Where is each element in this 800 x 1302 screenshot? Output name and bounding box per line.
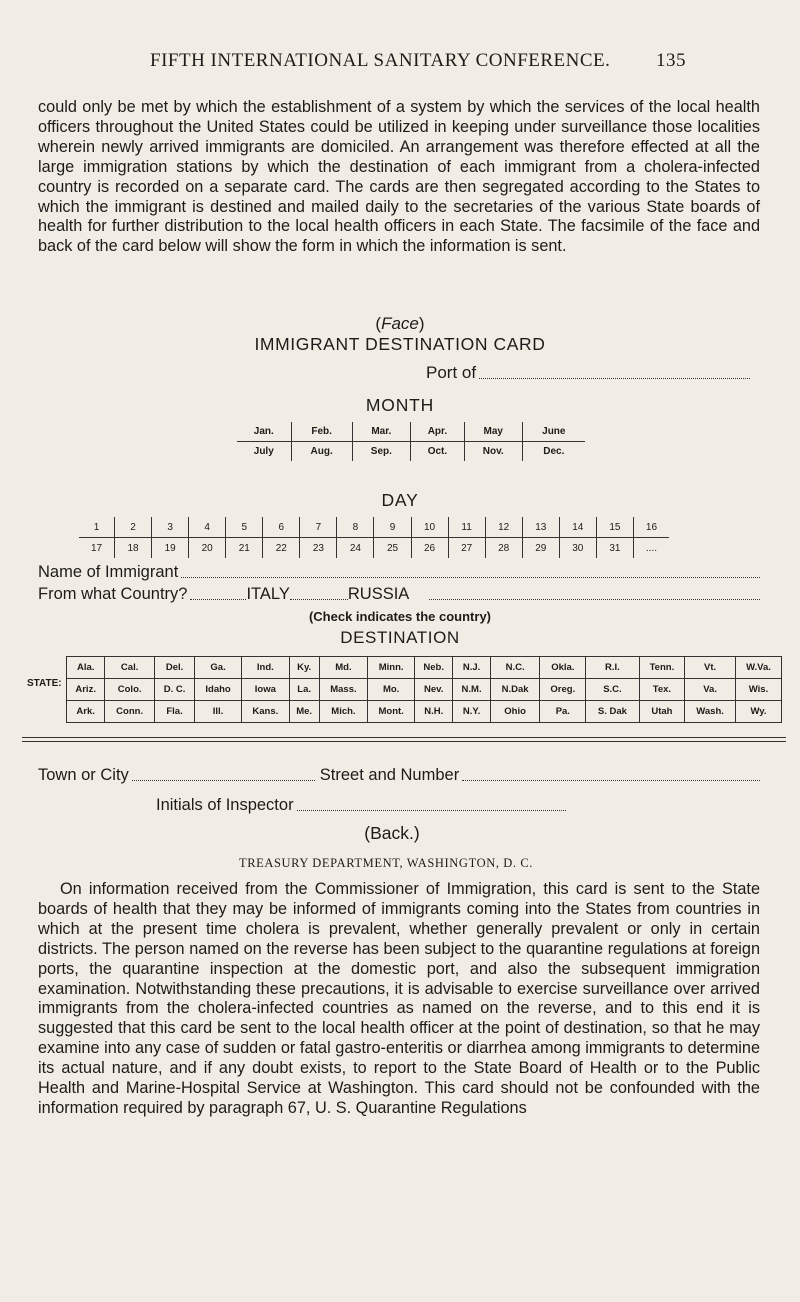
town-field: [132, 780, 315, 781]
grid-cell: Dec.: [543, 446, 565, 457]
grid-cell: 28: [485, 538, 522, 559]
grid-cell: 3: [152, 517, 189, 538]
grid-cell: N.H.: [415, 701, 453, 723]
grid-cell: July: [237, 442, 291, 462]
inspector-line: [156, 796, 566, 815]
country-russia: RUSSIA: [347, 585, 410, 603]
grid-cell: Oct.: [410, 442, 464, 462]
grid-cell: Mich.: [319, 701, 368, 723]
town-street-line: [38, 766, 760, 785]
grid-cell: Apr.: [410, 422, 464, 442]
check-note: (Check indicates the country): [308, 609, 492, 624]
grid-cell: 23: [300, 538, 337, 559]
grid-cell: Feb.: [291, 422, 352, 442]
face-label-open: (: [375, 314, 382, 333]
grid-cell: 20: [189, 538, 226, 559]
grid-cell: 5: [226, 517, 263, 538]
grid-cell: N.J.: [453, 657, 490, 679]
grid-cell: N.M.: [453, 679, 490, 701]
country-dots-3: [429, 599, 760, 600]
grid-cell: June: [522, 422, 585, 442]
grid-cell: 21: [226, 538, 263, 559]
grid-cell: 16: [633, 517, 669, 538]
grid-cell: 14: [559, 517, 596, 538]
grid-cell: Wash.: [685, 701, 736, 723]
grid-cell: 13: [522, 517, 559, 538]
grid-cell: 12: [485, 517, 522, 538]
port-line: [426, 363, 750, 383]
country-line: [38, 585, 760, 604]
grid-cell: Iowa: [241, 679, 289, 701]
treasury-line: TREASURY DEPARTMENT, WASHINGTON, D. C.: [238, 856, 534, 870]
state-label: STATE:: [27, 678, 62, 689]
grid-cell: 9: [374, 517, 411, 538]
grid-cell: Ill.: [195, 701, 242, 723]
grid-cell: ....: [645, 542, 658, 554]
grid-cell: Ark.: [67, 701, 105, 723]
port-label: Port of: [426, 363, 477, 382]
grid-cell: 22: [263, 538, 300, 559]
grid-cell: 27: [448, 538, 485, 559]
grid-cell: Mar.: [352, 422, 410, 442]
grid-cell: Pa.: [540, 701, 586, 723]
grid-cell: Vt.: [685, 657, 736, 679]
intro-paragraph: could only be met by which the establishment of a system by which the services of the local health officers throughout the United States could be utilized in keeping under surveillance those localities wherein newly arrived immigrants are domiciled. An arrangement was therefore effected at all the large immigration stations by which the destination of each immigrant from a cholera-infected country is recorded on a separate card. The cards are then segregated according to the States to which the immigrant is destined and mailed daily to the secretaries of the various State boards of health for further distribution to the local health officers in each State. The facsimile of the face and back of the card below will show the form in which the information is sent.: [38, 98, 760, 256]
immigrant-name-label: Name of Immigrant: [38, 563, 179, 581]
grid-cell: Me.: [289, 701, 319, 723]
card-title: IMMIGRANT DESTINATION CARD: [254, 334, 546, 354]
grid-row: [237, 442, 585, 462]
face-label-close: ): [418, 314, 425, 333]
grid-cell: Ariz.: [67, 679, 105, 701]
grid-cell: N.Dak: [490, 679, 540, 701]
country-italy: ITALY: [246, 585, 290, 603]
grid-cell: Minn.: [368, 657, 415, 679]
grid-cell: Fla.: [154, 701, 194, 723]
grid-cell: 4: [189, 517, 226, 538]
state-grid: [66, 656, 782, 723]
grid-row: [67, 701, 782, 723]
grid-cell: Nov.: [464, 442, 522, 462]
grid-cell: 1: [79, 517, 115, 538]
running-title: FIFTH INTERNATIONAL SANITARY CONFERENCE.: [150, 50, 611, 71]
grid-cell: Ga.: [195, 657, 242, 679]
day-heading: DAY: [381, 490, 419, 510]
grid-cell: 26: [411, 538, 448, 559]
grid-cell: Kans.: [241, 701, 289, 723]
port-field: [479, 363, 750, 379]
back-label: (Back.): [364, 823, 420, 843]
grid-cell: Va.: [685, 679, 736, 701]
day-grid: [79, 517, 669, 558]
country-dots-1: [190, 599, 246, 600]
street-field: [462, 780, 760, 781]
grid-cell: Ind.: [241, 657, 289, 679]
street-label: Street and Number: [319, 766, 460, 784]
grid-cell: Oreg.: [540, 679, 586, 701]
grid-row: [237, 422, 585, 442]
destination-heading: DESTINATION: [340, 628, 460, 647]
grid-cell: 7: [300, 517, 337, 538]
card-divider-bottom: [22, 741, 786, 742]
grid-cell: Md.: [319, 657, 368, 679]
grid-cell: Del.: [154, 657, 194, 679]
grid-cell: 31: [596, 538, 633, 559]
grid-cell: 25: [374, 538, 411, 559]
back-paragraph: On information received from the Commissioner of Immigration, this card is sent to the State boards of health that they may be informed of immigrants coming into the States from countries in which at the present time cholera is prevalent, whether generally prevalent or only in certain districts. The person named on the reverse has been subject to the quarantine regulations at foreign ports, the quarantine inspection at the domestic port, and also the subsequent immigration examination. Notwithstanding these precautions, it is advisable to exercise surveillance over arrived immigrants from the cholera-infected countries as named on the reverse, and to this end it is suggested that this card be sent to the local health officer at the point of destination, so that he may examine into any case of sudden or fatal gastro-enteritis or diarrhea among immigrants to determine its actual nature, and if any doubt exists, to report to the State Board of Health or to the Public Health and Marine-Hospital Service at Washington. This card should not be confounded with the information required by paragraph 67, U. S. Quarantine Regulations: [38, 880, 760, 1117]
grid-cell: 19: [152, 538, 189, 559]
grid-cell: Wy.: [736, 701, 782, 723]
grid-cell: Idaho: [195, 679, 242, 701]
grid-cell: La.: [289, 679, 319, 701]
grid-cell: 17: [79, 538, 115, 559]
town-label: Town or City: [38, 766, 129, 784]
grid-cell: Ohio: [490, 701, 540, 723]
grid-cell: Jan.: [237, 422, 291, 442]
month-grid: [237, 422, 585, 461]
grid-cell: D. C.: [154, 679, 194, 701]
grid-cell: Cal.: [105, 657, 155, 679]
grid-cell: Aug.: [291, 442, 352, 462]
immigrant-name-line: [38, 563, 760, 582]
grid-cell: 2: [115, 517, 152, 538]
immigrant-name-field: [181, 577, 760, 578]
page-number: 135: [656, 50, 686, 71]
grid-cell: Tex.: [639, 679, 685, 701]
grid-cell: Mass.: [319, 679, 368, 701]
inspector-label: Initials of Inspector: [156, 796, 294, 814]
grid-cell: N.C.: [490, 657, 540, 679]
grid-cell: S. Dak: [586, 701, 639, 723]
card-divider-top: [22, 737, 786, 738]
month-heading: MONTH: [365, 395, 435, 415]
face-label-text: Face: [381, 314, 419, 333]
grid-cell: R.I.: [586, 657, 639, 679]
grid-cell: 11: [448, 517, 485, 538]
grid-cell: Ala.: [67, 657, 105, 679]
grid-cell: 8: [337, 517, 374, 538]
grid-cell: S.C.: [586, 679, 639, 701]
grid-cell: 24: [337, 538, 374, 559]
grid-cell: Neb.: [415, 657, 453, 679]
grid-cell: 10: [411, 517, 448, 538]
grid-row: [79, 538, 669, 559]
grid-cell: 30: [559, 538, 596, 559]
grid-cell: N.Y.: [453, 701, 490, 723]
grid-cell: Tenn.: [639, 657, 685, 679]
grid-cell: W.Va.: [736, 657, 782, 679]
grid-row: [79, 517, 669, 538]
grid-cell: Colo.: [105, 679, 155, 701]
grid-cell: 15: [596, 517, 633, 538]
grid-cell: Ky.: [289, 657, 319, 679]
grid-cell: Mont.: [368, 701, 415, 723]
grid-row: [67, 657, 782, 679]
grid-cell: 6: [263, 517, 300, 538]
grid-cell: Conn.: [105, 701, 155, 723]
country-dots-2: [290, 599, 348, 600]
grid-cell: Nev.: [415, 679, 453, 701]
grid-cell: Sep.: [352, 442, 410, 462]
inspector-field: [297, 810, 566, 811]
grid-cell: Utah: [639, 701, 685, 723]
grid-cell: May: [464, 422, 522, 442]
grid-cell: Okla.: [540, 657, 586, 679]
grid-cell: 18: [115, 538, 152, 559]
grid-cell: Wis.: [736, 679, 782, 701]
face-label: [0, 314, 800, 334]
grid-cell: 29: [522, 538, 559, 559]
grid-row: [67, 679, 782, 701]
grid-cell: Mo.: [368, 679, 415, 701]
country-label: From what Country?: [38, 585, 188, 603]
